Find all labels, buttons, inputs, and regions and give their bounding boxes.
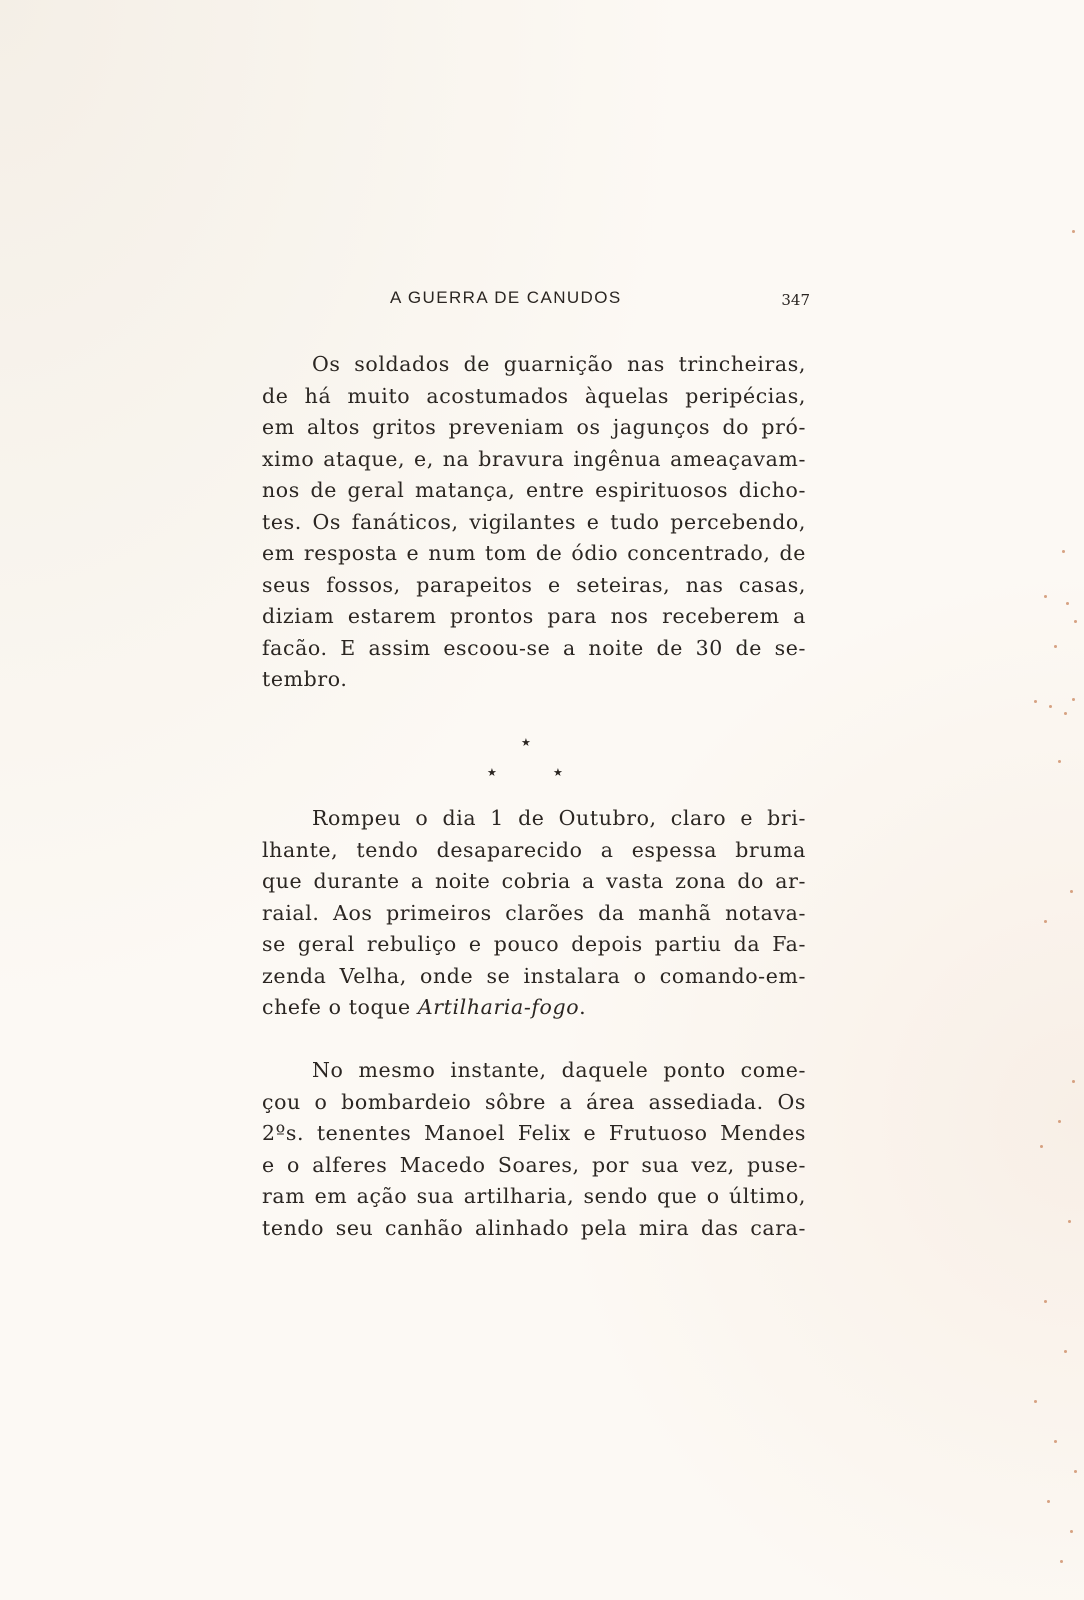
foxing-speck	[1060, 1560, 1063, 1563]
star-icon: ★	[487, 766, 497, 779]
foxing-speck	[1068, 1220, 1071, 1223]
text-line: Os soldados de guarnição nas trincheiras,	[312, 352, 806, 376]
page-number: 347	[781, 291, 810, 309]
text-line: de há muito acostumados àquelas peripécias,	[262, 383, 806, 408]
text-line: nos de geral matança, entre espirituosos dicho-	[262, 478, 806, 502]
italic-term: Artilharia-fogo	[417, 995, 580, 1019]
star-icon: ★	[521, 736, 531, 749]
text-line: lhante, tendo desaparecido a espessa bruma	[262, 837, 806, 862]
text-line: tes. Os fanáticos, vigilantes e tudo percebendo,	[262, 509, 806, 534]
foxing-speck	[1049, 705, 1052, 708]
foxing-speck	[1054, 1440, 1057, 1443]
star-icon: ★	[553, 766, 563, 779]
foxing-speck	[1034, 1400, 1037, 1403]
foxing-speck	[1054, 645, 1057, 648]
text-segment: chefe o toque	[262, 995, 418, 1019]
foxing-speck	[1064, 712, 1067, 715]
foxing-speck	[1040, 1145, 1043, 1148]
page-header	[390, 284, 810, 314]
foxing-speck	[1047, 1500, 1050, 1503]
paragraph-3	[262, 1055, 806, 1244]
foxing-speck	[1064, 1350, 1067, 1353]
section-separator	[480, 736, 600, 796]
foxing-speck	[1072, 698, 1075, 701]
foxing-speck	[1044, 920, 1047, 923]
paper-foxing	[1014, 200, 1084, 1600]
foxing-speck	[1044, 1300, 1047, 1303]
text-line: No mesmo instante, daquele ponto come-	[312, 1058, 806, 1082]
text-line: 2ºs. tenentes Manoel Felix e Frutuoso Mendes	[262, 1121, 806, 1145]
foxing-speck	[1058, 760, 1061, 763]
text-line: ram em ação sua artilharia, sendo que o último,	[262, 1184, 806, 1208]
foxing-speck	[1066, 602, 1069, 605]
text-line: ximo ataque, e, na bravura ingênua ameaçavam-	[262, 446, 806, 471]
foxing-speck	[1074, 1470, 1077, 1473]
foxing-speck	[1072, 1080, 1075, 1083]
text-line: diziam estarem prontos para nos receberem a	[262, 604, 806, 628]
foxing-speck	[1074, 620, 1077, 623]
text-line: se geral rebuliço e pouco depois partiu da Fa-	[262, 932, 806, 956]
text-line	[262, 992, 806, 1024]
paragraph-2	[262, 803, 806, 1024]
foxing-speck	[1034, 700, 1037, 703]
text-line: tembro.	[262, 667, 348, 691]
foxing-speck	[1062, 550, 1065, 553]
text-line: que durante a noite cobria a vasta zona do ar-	[262, 869, 806, 893]
text-line: çou o bombardeio sôbre a área assediada. Os	[262, 1089, 806, 1114]
text-segment: .	[579, 995, 587, 1019]
text-line: raial. Aos primeiros clarões da manhã notava-	[262, 900, 806, 925]
running-title: A GUERRA DE CANUDOS	[390, 288, 622, 307]
text-line: em altos gritos preveniam os jagunços do pró-	[262, 415, 806, 439]
foxing-speck	[1058, 1120, 1061, 1123]
text-line: tendo seu canhão alinhado pela mira das cara-	[262, 1215, 806, 1240]
text-line: seus fossos, parapeitos e seteiras, nas casas,	[262, 572, 806, 597]
foxing-speck	[1044, 595, 1047, 598]
text-line: facão. E assim escoou-se a noite de 30 de se-	[262, 635, 806, 660]
foxing-speck	[1070, 1530, 1073, 1533]
text-line: em resposta e num tom de ódio concentrado, de	[262, 541, 806, 565]
foxing-speck	[1070, 890, 1073, 893]
text-line: Rompeu o dia 1 de Outubro, claro e bri-	[312, 806, 806, 830]
text-line: zenda Velha, onde se instalara o comando-em-	[262, 963, 806, 988]
text-line: e o alferes Macedo Soares, por sua vez, puse-	[262, 1152, 806, 1177]
paragraph-1	[262, 349, 806, 696]
foxing-speck	[1072, 230, 1075, 233]
